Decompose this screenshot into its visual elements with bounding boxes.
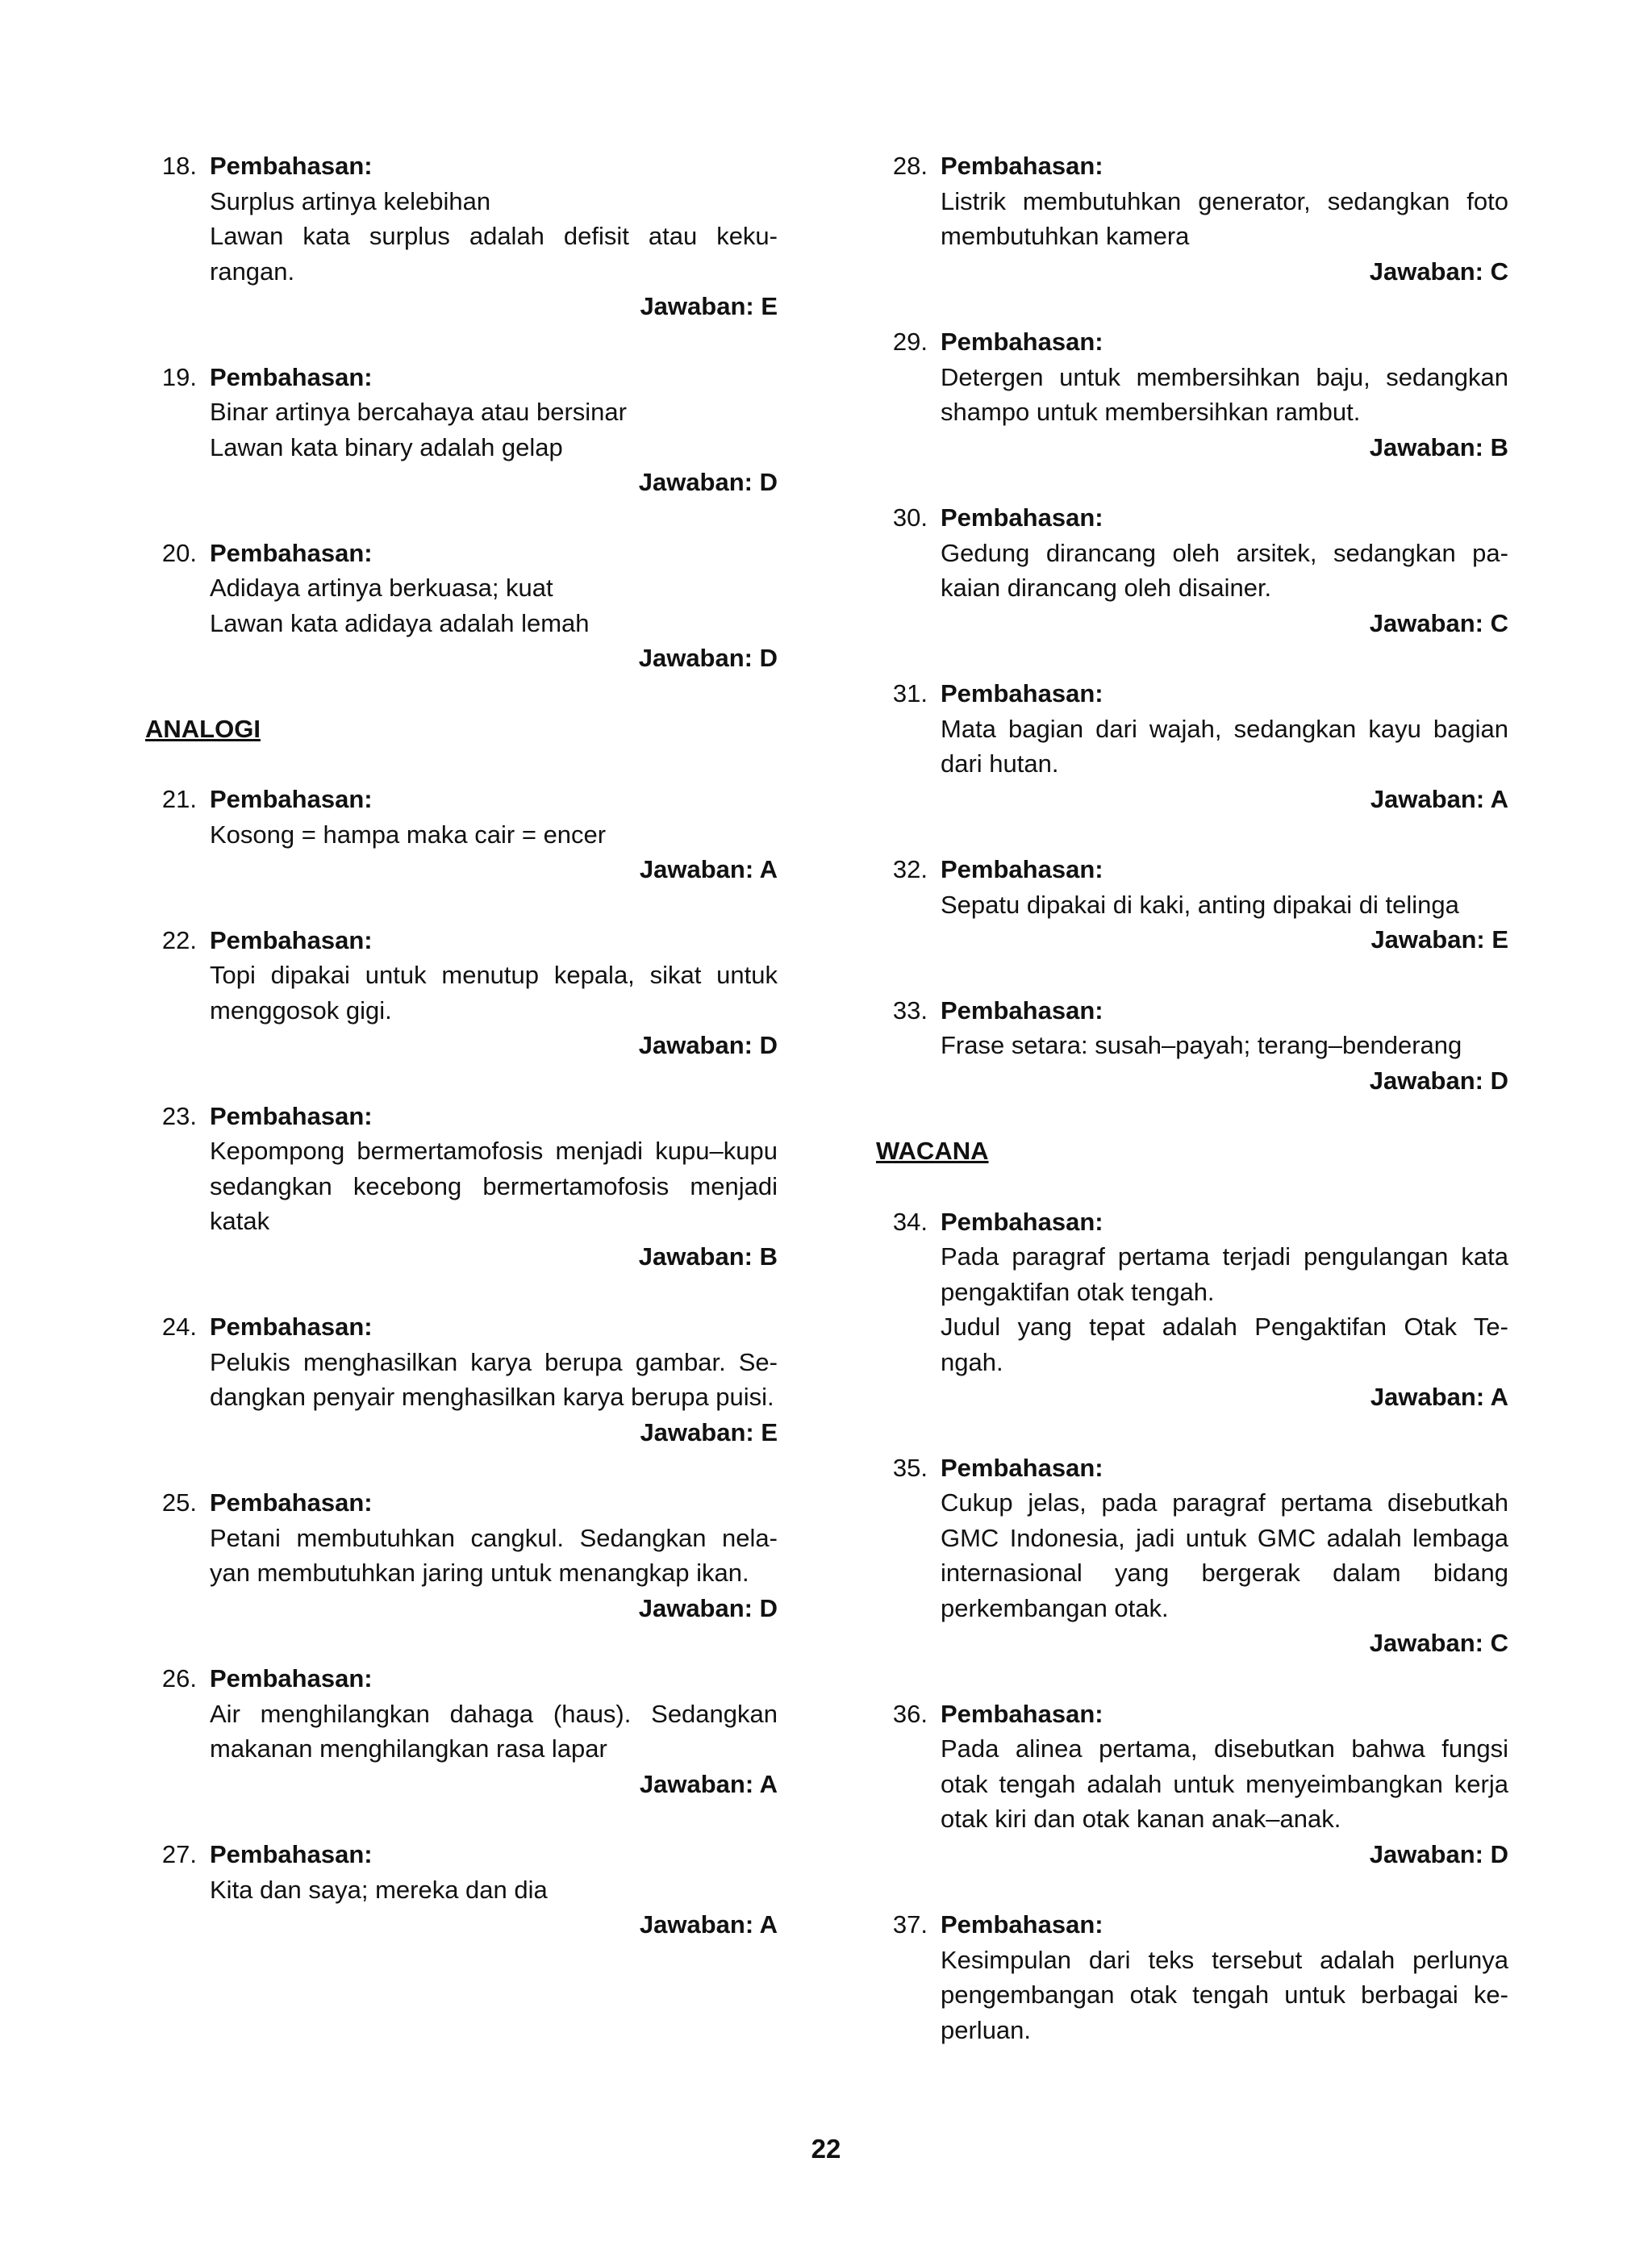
- explanation-text: Air menghilangkan dahaga (haus). Sedangkan makanan menghilangkan rasa lapar: [210, 1699, 778, 1763]
- explanation-text: Petani membutuhkan cangkul. Sedangkan nela-yan membutuhkan jaring untuk menangkap ikan.: [210, 1523, 778, 1587]
- answer-key: Jawaban: D: [638, 1031, 778, 1059]
- answer-item: [878, 1907, 1508, 2047]
- answer-item: [147, 536, 778, 676]
- explanation-text: Mata bagian dari wajah, sedangkan kayu bagian dari hutan.: [941, 714, 1508, 778]
- answer-key: Jawaban: A: [1370, 1383, 1508, 1411]
- left-column: [147, 148, 778, 1978]
- item-number: 18.: [161, 152, 197, 180]
- item-number: 20.: [161, 538, 197, 567]
- item-number: 21.: [161, 785, 197, 813]
- item-number: 30.: [892, 503, 928, 532]
- answer-item: [878, 852, 1508, 958]
- answer-item: [878, 993, 1508, 1099]
- item-title: Pembahasan:: [210, 362, 373, 391]
- item-title: Pembahasan:: [941, 855, 1103, 883]
- answer-item: [147, 360, 778, 500]
- explanation-text: Kepompong bermertamofosis menjadi kupu–kupu sedangkan kecebong bermertamofosis menjadi katak: [210, 1137, 778, 1235]
- answer-item: [878, 1697, 1508, 1872]
- item-title: Pembahasan:: [941, 679, 1103, 707]
- explanation-text: Pada paragraf pertama terjadi pengulangan kata pengaktifan otak tengah.: [941, 1242, 1508, 1306]
- answer-key: Jawaban: A: [639, 1769, 778, 1798]
- item-number: 28.: [892, 152, 928, 180]
- item-number: 32.: [892, 855, 928, 883]
- answer-item: [147, 1661, 778, 1801]
- item-number: 22.: [161, 925, 197, 954]
- item-number: 24.: [161, 1313, 197, 1341]
- answer-item: [878, 1450, 1508, 1661]
- item-number: 23.: [161, 1101, 197, 1130]
- item-number: 34.: [892, 1207, 928, 1236]
- answer-item: [147, 1309, 778, 1450]
- answer-key: Jawaban: A: [639, 1910, 778, 1939]
- explanation-text: Lawan kata binary adalah gelap: [210, 432, 563, 461]
- item-title: Pembahasan:: [210, 1101, 373, 1130]
- explanation-text: Detergen untuk membersihkan baju, sedangkan shampo untuk membersihkan rambut.: [941, 362, 1508, 426]
- item-number: 19.: [161, 362, 197, 391]
- explanation-text: Pelukis menghasilkan karya berupa gambar. Se-dangkan penyair menghasilkan karya berupa puisi.: [210, 1347, 778, 1411]
- answer-item: [147, 1485, 778, 1626]
- explanation-text: Pada alinea pertama, disebutkan bahwa fungsi otak tengah adalah untuk menyeimbangkan kerja otak kiri dan otak kanan anak–anak.: [941, 1734, 1508, 1833]
- item-title: Pembahasan:: [941, 1207, 1103, 1236]
- item-number: 36.: [892, 1699, 928, 1728]
- answer-key: Jawaban: E: [640, 292, 778, 320]
- explanation-text: Kita dan saya; mereka dan dia: [210, 1875, 548, 1904]
- answer-key: Jawaban: D: [638, 1593, 778, 1622]
- item-number: 33.: [892, 995, 928, 1025]
- answer-item: [878, 148, 1508, 289]
- explanation-text: Judul yang tepat adalah Pengaktifan Otak Te-ngah.: [941, 1313, 1508, 1376]
- item-title: Pembahasan:: [941, 1453, 1103, 1482]
- answer-key: Jawaban: D: [638, 468, 778, 496]
- answer-item: [147, 923, 778, 1063]
- answer-key: Jawaban: C: [1369, 257, 1508, 286]
- answer-key: Jawaban: A: [1370, 784, 1508, 813]
- explanation-text: Topi dipakai untuk menutup kepala, sikat untuk menggosok gigi.: [210, 961, 778, 1025]
- item-title: Pembahasan:: [941, 328, 1103, 356]
- explanation-text: Binar artinya bercahaya atau bersinar: [210, 398, 627, 426]
- item-title: Pembahasan:: [210, 785, 373, 813]
- item-number: 35.: [892, 1453, 928, 1482]
- item-number: 31.: [892, 679, 928, 707]
- right-column: [878, 148, 1508, 2083]
- item-title: Pembahasan:: [210, 925, 373, 954]
- item-number: 37.: [892, 1910, 928, 1939]
- answer-key: Jawaban: C: [1369, 1629, 1508, 1657]
- item-title: Pembahasan:: [210, 152, 373, 180]
- section-heading: ANALOGI: [145, 714, 261, 743]
- answer-key: Jawaban: D: [1369, 1066, 1508, 1095]
- answer-item: [878, 676, 1508, 816]
- item-title: Pembahasan:: [941, 1910, 1103, 1939]
- item-number: 26.: [161, 1664, 197, 1692]
- item-title: Pembahasan:: [210, 1840, 373, 1868]
- explanation-text: Gedung dirancang oleh arsitek, sedangkan pa-kaian dirancang oleh disainer.: [941, 538, 1508, 602]
- item-title: Pembahasan:: [210, 1313, 373, 1341]
- answer-key: Jawaban: A: [639, 855, 778, 883]
- answer-key: Jawaban: E: [640, 1417, 778, 1446]
- page-number: 22: [811, 2134, 841, 2164]
- item-number: 25.: [161, 1488, 197, 1517]
- item-title: Pembahasan:: [941, 152, 1103, 180]
- answer-key: Jawaban: B: [1369, 432, 1508, 461]
- item-title: Pembahasan:: [941, 1699, 1103, 1728]
- item-title: Pembahasan:: [210, 538, 373, 567]
- item-title: Pembahasan:: [210, 1488, 373, 1517]
- explanation-text: Lawan kata adidaya adalah lemah: [210, 608, 590, 637]
- item-title: Pembahasan:: [941, 995, 1103, 1025]
- answer-item: [147, 1837, 778, 1943]
- item-title: Pembahasan:: [210, 1664, 373, 1692]
- item-number: 27.: [161, 1840, 197, 1868]
- answer-key: Jawaban: D: [638, 644, 778, 672]
- explanation-text: Lawan kata surplus adalah defisit atau keku-rangan.: [210, 222, 778, 286]
- explanation-text: Kosong = hampa maka cair = encer: [210, 820, 607, 849]
- item-title: Pembahasan:: [941, 503, 1103, 532]
- explanation-text: Surplus artinya kelebihan: [210, 186, 491, 215]
- item-number: 29.: [892, 328, 928, 356]
- answer-item: [147, 1099, 778, 1275]
- answer-key: Jawaban: C: [1369, 608, 1508, 637]
- explanation-text: Cukup jelas, pada paragraf pertama disebutkah GMC Indonesia, jadi untuk GMC adalah lembaga internasional yang bergerak dalam bidang perkembangan otak.: [941, 1488, 1508, 1622]
- explanation-text: Adidaya artinya berkuasa; kuat: [210, 574, 553, 602]
- answer-key: Jawaban: E: [1370, 925, 1508, 954]
- answer-item: [878, 500, 1508, 641]
- explanation-text: Kesimpulan dari teks tersebut adalah perlunya pengembangan otak tengah untuk berbagai ke-perluan.: [941, 1945, 1508, 2044]
- answer-key: Jawaban: D: [1369, 1839, 1508, 1868]
- explanation-text: Listrik membutuhkan generator, sedangkan foto membutuhkan kamera: [941, 186, 1508, 250]
- answer-item: [878, 324, 1508, 465]
- section-heading: WACANA: [876, 1137, 989, 1165]
- answer-item: [147, 148, 778, 324]
- answer-key: Jawaban: B: [638, 1242, 778, 1271]
- answer-item: [147, 782, 778, 887]
- answer-item: [878, 1204, 1508, 1415]
- explanation-text: Sepatu dipakai di kaki, anting dipakai di telinga: [941, 890, 1459, 919]
- explanation-text: Frase setara: susah–payah; terang–benderang: [941, 1031, 1462, 1059]
